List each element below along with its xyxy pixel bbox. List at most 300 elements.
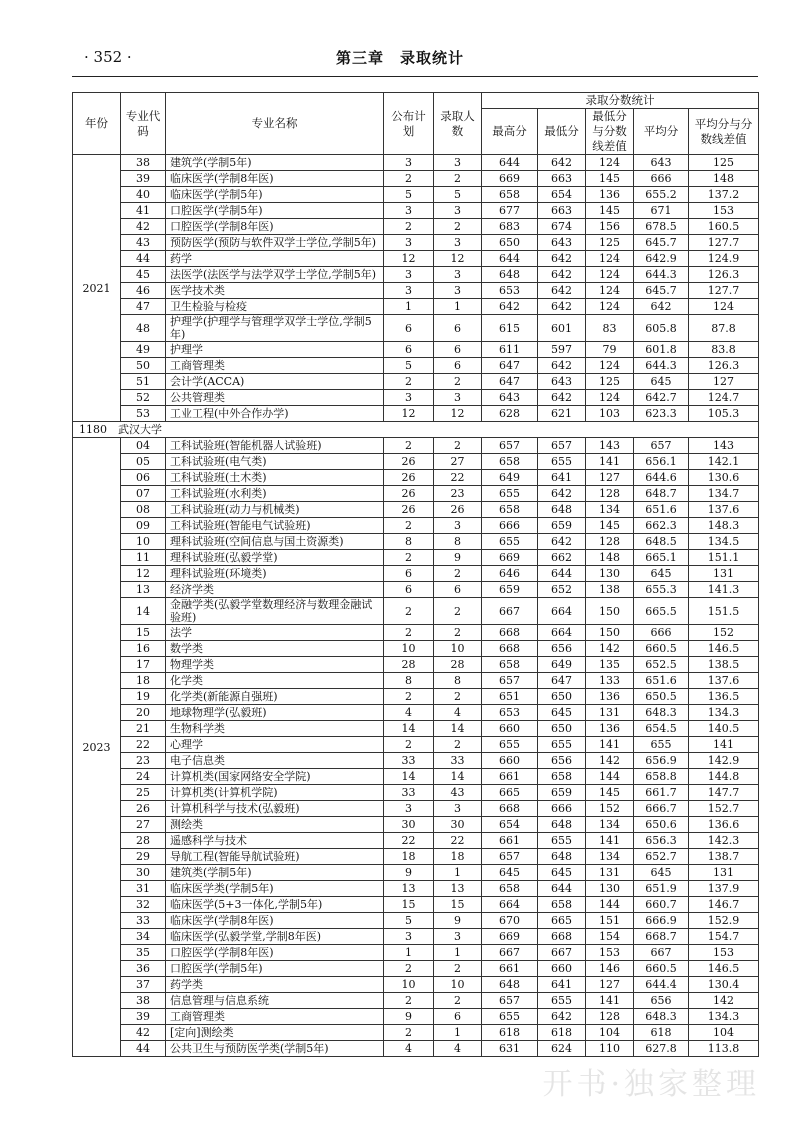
cell-avg-diff: 144.8 — [689, 769, 759, 785]
cell-min-diff: 152 — [586, 801, 634, 817]
cell-avg: 601.8 — [634, 342, 689, 358]
cell-max: 658 — [482, 881, 538, 897]
cell-max: 655 — [482, 486, 538, 502]
table-row — [73, 582, 759, 598]
cell-avg-diff: 134.3 — [689, 705, 759, 721]
cell-min-diff: 151 — [586, 913, 634, 929]
cell-code: 44 — [121, 1041, 166, 1057]
cell-code: 31 — [121, 881, 166, 897]
cell-min: 665 — [538, 913, 586, 929]
cell-max: 669 — [482, 550, 538, 566]
cell-name: 物理学类 — [166, 657, 384, 673]
cell-plan: 3 — [384, 235, 434, 251]
table-row — [73, 753, 759, 769]
cell-avg-diff: 131 — [689, 865, 759, 881]
cell-code: 40 — [121, 187, 166, 203]
cell-max: 661 — [482, 961, 538, 977]
cell-min: 642 — [538, 267, 586, 283]
cell-min-diff: 135 — [586, 657, 634, 673]
cell-min-diff: 141 — [586, 737, 634, 753]
cell-min: 668 — [538, 929, 586, 945]
cell-min-diff: 127 — [586, 977, 634, 993]
table-row — [73, 155, 759, 171]
cell-name: 理科试验班(空间信息与国土资源类) — [166, 534, 384, 550]
cell-name: 临床医学(弘毅学堂,学制8年医) — [166, 929, 384, 945]
cell-avg-diff: 154.7 — [689, 929, 759, 945]
cell-min-diff: 124 — [586, 267, 634, 283]
cell-admitted: 2 — [434, 171, 482, 187]
cell-code: 32 — [121, 897, 166, 913]
cell-avg: 666.9 — [634, 913, 689, 929]
cell-name: 卫生检验与检疫 — [166, 299, 384, 315]
cell-avg-diff: 130.4 — [689, 977, 759, 993]
cell-max: 650 — [482, 235, 538, 251]
cell-name: 生物科学类 — [166, 721, 384, 737]
admission-score-table — [72, 92, 759, 1057]
cell-plan: 3 — [384, 283, 434, 299]
cell-max: 660 — [482, 753, 538, 769]
cell-min-diff: 125 — [586, 235, 634, 251]
cell-admitted: 2 — [434, 566, 482, 582]
header-rule — [72, 76, 758, 77]
cell-plan: 1 — [384, 299, 434, 315]
cell-min: 659 — [538, 518, 586, 534]
table-row — [73, 897, 759, 913]
cell-code: 30 — [121, 865, 166, 881]
cell-min-diff: 141 — [586, 993, 634, 1009]
cell-min: 666 — [538, 801, 586, 817]
cell-max: 667 — [482, 945, 538, 961]
header-year: 年份 — [73, 93, 121, 155]
cell-avg-diff: 127.7 — [689, 235, 759, 251]
header-admitted: 录取人数 — [434, 93, 482, 155]
cell-admitted: 2 — [434, 374, 482, 390]
cell-name: 工科试验班(智能机器人试验班) — [166, 438, 384, 454]
cell-min-diff: 142 — [586, 641, 634, 657]
cell-min-diff: 124 — [586, 155, 634, 171]
cell-avg: 648.7 — [634, 486, 689, 502]
cell-min-diff: 103 — [586, 406, 634, 422]
cell-name: 测绘类 — [166, 817, 384, 833]
cell-admitted: 14 — [434, 769, 482, 785]
cell-min-diff: 134 — [586, 849, 634, 865]
cell-min-diff: 154 — [586, 929, 634, 945]
cell-code: 25 — [121, 785, 166, 801]
table-row — [73, 502, 759, 518]
cell-name: 工科试验班(土木类) — [166, 470, 384, 486]
cell-min-diff: 79 — [586, 342, 634, 358]
cell-max: 670 — [482, 913, 538, 929]
cell-max: 658 — [482, 454, 538, 470]
cell-min: 642 — [538, 283, 586, 299]
cell-min: 647 — [538, 673, 586, 689]
cell-code: 21 — [121, 721, 166, 737]
cell-admitted: 27 — [434, 454, 482, 470]
cell-avg: 643 — [634, 155, 689, 171]
cell-avg-diff: 147.7 — [689, 785, 759, 801]
cell-plan: 2 — [384, 171, 434, 187]
table-row — [73, 598, 759, 625]
cell-avg: 666.7 — [634, 801, 689, 817]
cell-max: 657 — [482, 438, 538, 454]
table-row — [73, 299, 759, 315]
cell-code: 20 — [121, 705, 166, 721]
cell-avg-diff: 160.5 — [689, 219, 759, 235]
cell-code: 50 — [121, 358, 166, 374]
cell-max: 658 — [482, 502, 538, 518]
cell-code: 18 — [121, 673, 166, 689]
cell-avg-diff: 134.5 — [689, 534, 759, 550]
cell-code: 14 — [121, 598, 166, 625]
header-plan: 公布计划 — [384, 93, 434, 155]
cell-min-diff: 104 — [586, 1025, 634, 1041]
cell-code: 22 — [121, 737, 166, 753]
cell-code: 15 — [121, 625, 166, 641]
cell-code: 23 — [121, 753, 166, 769]
cell-min: 658 — [538, 769, 586, 785]
cell-name: 化学类 — [166, 673, 384, 689]
cell-code: 04 — [121, 438, 166, 454]
cell-avg: 666 — [634, 171, 689, 187]
table-row — [73, 283, 759, 299]
cell-max: 661 — [482, 833, 538, 849]
cell-avg-diff: 134.7 — [689, 486, 759, 502]
cell-min-diff: 125 — [586, 374, 634, 390]
cell-min: 652 — [538, 582, 586, 598]
cell-plan: 15 — [384, 897, 434, 913]
cell-avg-diff: 124.9 — [689, 251, 759, 267]
cell-min-diff: 136 — [586, 689, 634, 705]
cell-admitted: 10 — [434, 641, 482, 657]
cell-name: 建筑学(学制5年) — [166, 155, 384, 171]
cell-name: 工科试验班(动力与机械类) — [166, 502, 384, 518]
cell-avg: 627.8 — [634, 1041, 689, 1057]
cell-min: 644 — [538, 566, 586, 582]
cell-plan: 3 — [384, 929, 434, 945]
cell-admitted: 30 — [434, 817, 482, 833]
cell-code: 17 — [121, 657, 166, 673]
cell-avg-diff: 142.3 — [689, 833, 759, 849]
cell-min: 601 — [538, 315, 586, 342]
cell-plan: 2 — [384, 518, 434, 534]
cell-avg: 645 — [634, 865, 689, 881]
table-row — [73, 534, 759, 550]
cell-avg: 648.5 — [634, 534, 689, 550]
cell-min: 656 — [538, 641, 586, 657]
cell-code: 08 — [121, 502, 166, 518]
table-row — [73, 929, 759, 945]
cell-avg: 642 — [634, 299, 689, 315]
cell-avg-diff: 138.7 — [689, 849, 759, 865]
cell-avg-diff: 142 — [689, 993, 759, 1009]
cell-plan: 28 — [384, 657, 434, 673]
cell-admitted: 14 — [434, 721, 482, 737]
cell-admitted: 26 — [434, 502, 482, 518]
cell-max: 631 — [482, 1041, 538, 1057]
cell-plan: 2 — [384, 993, 434, 1009]
cell-name: 计算机科学与技术(弘毅班) — [166, 801, 384, 817]
cell-avg: 671 — [634, 203, 689, 219]
cell-min: 655 — [538, 737, 586, 753]
cell-admitted: 12 — [434, 406, 482, 422]
cell-min: 597 — [538, 342, 586, 358]
table-row — [73, 566, 759, 582]
cell-avg-diff: 148 — [689, 171, 759, 187]
cell-avg: 644.6 — [634, 470, 689, 486]
cell-avg-diff: 127 — [689, 374, 759, 390]
cell-code: 47 — [121, 299, 166, 315]
cell-avg-diff: 153 — [689, 945, 759, 961]
cell-avg-diff: 138.5 — [689, 657, 759, 673]
table-row — [73, 235, 759, 251]
cell-avg: 651.9 — [634, 881, 689, 897]
cell-avg: 648.3 — [634, 705, 689, 721]
cell-code: 38 — [121, 155, 166, 171]
cell-avg-diff: 113.8 — [689, 1041, 759, 1057]
header-min-diff: 最低分与分数线差值 — [586, 109, 634, 155]
table-row — [73, 849, 759, 865]
cell-max: 677 — [482, 203, 538, 219]
cell-plan: 2 — [384, 737, 434, 753]
cell-min: 663 — [538, 171, 586, 187]
cell-admitted: 1 — [434, 865, 482, 881]
cell-plan: 22 — [384, 833, 434, 849]
cell-max: 611 — [482, 342, 538, 358]
table-row — [73, 913, 759, 929]
cell-avg: 652.5 — [634, 657, 689, 673]
cell-min-diff: 134 — [586, 502, 634, 518]
cell-min: 658 — [538, 897, 586, 913]
cell-admitted: 2 — [434, 625, 482, 641]
cell-admitted: 33 — [434, 753, 482, 769]
cell-admitted: 1 — [434, 945, 482, 961]
cell-code: 52 — [121, 390, 166, 406]
cell-code: 42 — [121, 1025, 166, 1041]
cell-name: 计算机类(国家网络安全学院) — [166, 769, 384, 785]
cell-plan: 33 — [384, 753, 434, 769]
cell-plan: 9 — [384, 865, 434, 881]
cell-plan: 2 — [384, 374, 434, 390]
cell-avg: 642.7 — [634, 390, 689, 406]
section-row — [73, 422, 759, 438]
table-row — [73, 486, 759, 502]
cell-avg-diff: 140.5 — [689, 721, 759, 737]
cell-max: 655 — [482, 737, 538, 753]
cell-name: 法医学(法医学与法学双学士学位,学制5年) — [166, 267, 384, 283]
cell-min: 624 — [538, 1041, 586, 1057]
cell-max: 618 — [482, 1025, 538, 1041]
cell-avg: 644.3 — [634, 267, 689, 283]
cell-code: 26 — [121, 801, 166, 817]
cell-plan: 26 — [384, 502, 434, 518]
cell-min-diff: 128 — [586, 534, 634, 550]
cell-avg: 644.3 — [634, 358, 689, 374]
cell-admitted: 6 — [434, 358, 482, 374]
cell-plan: 9 — [384, 1009, 434, 1025]
cell-plan: 2 — [384, 598, 434, 625]
cell-plan: 2 — [384, 550, 434, 566]
cell-avg-diff: 125 — [689, 155, 759, 171]
cell-max: 667 — [482, 598, 538, 625]
cell-plan: 2 — [384, 1025, 434, 1041]
cell-name: 工科试验班(水利类) — [166, 486, 384, 502]
cell-min: 642 — [538, 251, 586, 267]
cell-avg: 645 — [634, 374, 689, 390]
cell-min-diff: 141 — [586, 454, 634, 470]
cell-plan: 14 — [384, 769, 434, 785]
cell-min: 643 — [538, 374, 586, 390]
cell-min-diff: 131 — [586, 865, 634, 881]
cell-max: 657 — [482, 993, 538, 1009]
table-row — [73, 705, 759, 721]
cell-avg-diff: 126.3 — [689, 267, 759, 283]
table-row — [73, 342, 759, 358]
cell-name: 工商管理类 — [166, 1009, 384, 1025]
cell-avg: 667 — [634, 945, 689, 961]
cell-plan: 12 — [384, 251, 434, 267]
watermark: 开书·独家整理 — [542, 1067, 760, 1102]
cell-avg-diff: 152.7 — [689, 801, 759, 817]
table-row — [73, 454, 759, 470]
table-row — [73, 267, 759, 283]
cell-code: 37 — [121, 977, 166, 993]
table-row — [73, 993, 759, 1009]
cell-avg-diff: 152.9 — [689, 913, 759, 929]
table-row — [73, 961, 759, 977]
cell-admitted: 1 — [434, 1025, 482, 1041]
cell-min-diff: 131 — [586, 705, 634, 721]
cell-min: 654 — [538, 187, 586, 203]
cell-admitted: 6 — [434, 315, 482, 342]
cell-name: 口腔医学(学制5年) — [166, 961, 384, 977]
cell-min: 650 — [538, 689, 586, 705]
cell-min: 618 — [538, 1025, 586, 1041]
cell-name: 经济学类 — [166, 582, 384, 598]
cell-name: 计算机类(计算机学院) — [166, 785, 384, 801]
cell-avg: 660.7 — [634, 897, 689, 913]
cell-plan: 26 — [384, 454, 434, 470]
cell-plan: 6 — [384, 566, 434, 582]
cell-min: 662 — [538, 550, 586, 566]
cell-min-diff: 133 — [586, 673, 634, 689]
cell-name: 理科试验班(环境类) — [166, 566, 384, 582]
cell-plan: 4 — [384, 1041, 434, 1057]
cell-max: 644 — [482, 155, 538, 171]
table-body — [73, 155, 759, 1057]
cell-max: 660 — [482, 721, 538, 737]
table-row — [73, 881, 759, 897]
header-min: 最低分 — [538, 109, 586, 155]
cell-name: 临床医学(学制8年医) — [166, 171, 384, 187]
cell-min: 660 — [538, 961, 586, 977]
table-row — [73, 358, 759, 374]
cell-min: 667 — [538, 945, 586, 961]
cell-code: 07 — [121, 486, 166, 502]
cell-admitted: 3 — [434, 203, 482, 219]
cell-min-diff: 153 — [586, 945, 634, 961]
cell-max: 657 — [482, 849, 538, 865]
cell-avg: 650.6 — [634, 817, 689, 833]
cell-admitted: 43 — [434, 785, 482, 801]
cell-name: 遥感科学与技术 — [166, 833, 384, 849]
cell-plan: 33 — [384, 785, 434, 801]
cell-code: 05 — [121, 454, 166, 470]
cell-admitted: 2 — [434, 438, 482, 454]
cell-plan: 5 — [384, 187, 434, 203]
cell-min-diff: 150 — [586, 598, 634, 625]
cell-plan: 1 — [384, 945, 434, 961]
cell-min-diff: 124 — [586, 251, 634, 267]
cell-avg-diff: 137.9 — [689, 881, 759, 897]
cell-plan: 26 — [384, 470, 434, 486]
cell-min: 649 — [538, 657, 586, 673]
cell-admitted: 4 — [434, 1041, 482, 1057]
cell-max: 668 — [482, 625, 538, 641]
cell-min-diff: 141 — [586, 833, 634, 849]
cell-min-diff: 124 — [586, 390, 634, 406]
cell-avg-diff: 131 — [689, 566, 759, 582]
cell-max: 668 — [482, 801, 538, 817]
cell-name: 临床医学(学制5年) — [166, 187, 384, 203]
cell-avg-diff: 104 — [689, 1025, 759, 1041]
header-code: 专业代码 — [121, 93, 166, 155]
cell-name: 电子信息类 — [166, 753, 384, 769]
cell-avg-diff: 124 — [689, 299, 759, 315]
cell-min-diff: 145 — [586, 518, 634, 534]
cell-name: 临床医学(学制8年医) — [166, 913, 384, 929]
cell-plan: 3 — [384, 801, 434, 817]
table-row — [73, 689, 759, 705]
cell-admitted: 2 — [434, 737, 482, 753]
cell-code: 09 — [121, 518, 166, 534]
cell-min: 674 — [538, 219, 586, 235]
table-row — [73, 470, 759, 486]
table-row — [73, 801, 759, 817]
cell-avg: 656.1 — [634, 454, 689, 470]
cell-min: 642 — [538, 486, 586, 502]
cell-admitted: 3 — [434, 267, 482, 283]
cell-min: 641 — [538, 977, 586, 993]
cell-plan: 10 — [384, 641, 434, 657]
cell-avg: 655.2 — [634, 187, 689, 203]
cell-avg: 654.5 — [634, 721, 689, 737]
cell-code: 48 — [121, 315, 166, 342]
cell-name: 理科试验班(弘毅学堂) — [166, 550, 384, 566]
cell-max: 665 — [482, 785, 538, 801]
cell-min-diff: 130 — [586, 566, 634, 582]
cell-max: 648 — [482, 977, 538, 993]
table-row — [73, 374, 759, 390]
table-row — [73, 673, 759, 689]
cell-min: 642 — [538, 534, 586, 550]
cell-plan: 8 — [384, 534, 434, 550]
cell-avg-diff: 148.3 — [689, 518, 759, 534]
cell-avg-diff: 137.2 — [689, 187, 759, 203]
cell-max: 658 — [482, 187, 538, 203]
cell-admitted: 3 — [434, 283, 482, 299]
cell-max: 666 — [482, 518, 538, 534]
cell-admitted: 8 — [434, 534, 482, 550]
cell-code: 11 — [121, 550, 166, 566]
cell-code: 33 — [121, 913, 166, 929]
cell-admitted: 22 — [434, 470, 482, 486]
cell-max: 661 — [482, 769, 538, 785]
cell-max: 647 — [482, 374, 538, 390]
cell-code: 24 — [121, 769, 166, 785]
cell-avg: 678.5 — [634, 219, 689, 235]
cell-min-diff: 142 — [586, 753, 634, 769]
cell-avg-diff: 146.5 — [689, 641, 759, 657]
